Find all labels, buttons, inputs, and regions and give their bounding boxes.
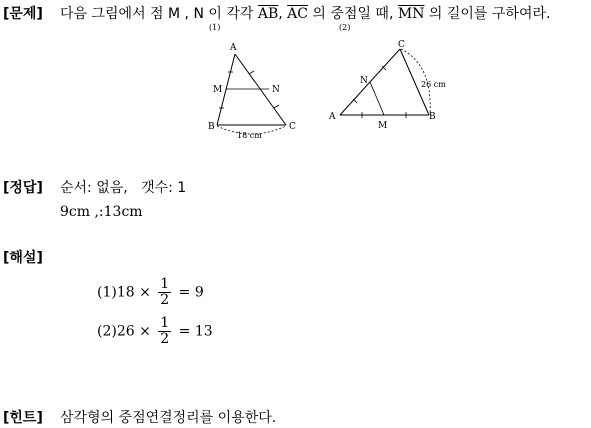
figure-1-label: (1) (209, 23, 221, 32)
fig1-length-label: 18 cm (237, 131, 262, 140)
answer-line-1: 순서: 없음, 갯수: 1 (60, 180, 187, 196)
segment-ab: $\overline{AB}$ (257, 6, 279, 22)
solution-line-1 (97, 277, 204, 308)
fig2-label-b: B (429, 112, 436, 122)
answer-tag: [정답] (3, 180, 43, 196)
figure-2-label: (2) (339, 23, 351, 32)
problem-text-c: 의 중점일 때, (307, 6, 398, 22)
fraction-one-half (158, 277, 171, 308)
fig2-length-label: 26 cm (421, 80, 446, 89)
fig2-label-n: N (360, 76, 368, 86)
solution-line-2-suffix: = 13 (178, 323, 213, 340)
solution-tag: [해설] (3, 250, 43, 266)
fig2-label-c: C (398, 40, 405, 50)
fig1-tick (274, 105, 279, 108)
segment-ac: $\overline{AC}$ (287, 6, 308, 22)
segment-mn: $\overline{MN}$ (397, 6, 425, 22)
hint-tag: [힌트] (3, 410, 43, 426)
fig2-tick (353, 99, 357, 103)
problem-text-d: 의 길이를 구하여라. (424, 6, 551, 22)
solution-line-1-prefix: (1)18 × (97, 284, 151, 301)
fig2-segment-nm (370, 82, 384, 115)
answer-line-2: 9cm ,:13cm (60, 204, 143, 220)
fig1-label-c: C (289, 122, 296, 132)
fraction-denominator: 2 (160, 331, 170, 347)
fig1-label-b: B (208, 122, 215, 132)
solution-line-1-suffix: = 9 (178, 284, 204, 301)
hint-text: 삼각형의 중점연결정리를 이용한다. (60, 410, 277, 426)
fig1-label-a: A (230, 43, 237, 53)
fraction-numerator: 1 (160, 276, 170, 292)
fraction-numerator: 1 (160, 315, 170, 331)
fraction-denominator: 2 (160, 292, 170, 308)
fig1-tick (249, 71, 254, 74)
problem-text-a: 다음 그림에서 점 M , N 이 각각 (60, 6, 258, 22)
fig1-label-n: N (272, 85, 280, 95)
solution-line-2 (97, 316, 213, 347)
fig1-label-m: M (213, 85, 223, 95)
problem-tag: [문제] (3, 6, 43, 22)
figure-2-diagram (325, 20, 455, 135)
fig2-label-a: A (329, 112, 336, 122)
fig2-label-m: M (378, 121, 388, 131)
fraction-one-half (158, 316, 171, 347)
solution-line-2-prefix: (2)26 × (97, 323, 151, 340)
problem-text-b: , (278, 6, 288, 22)
figure-1-diagram (195, 20, 315, 145)
